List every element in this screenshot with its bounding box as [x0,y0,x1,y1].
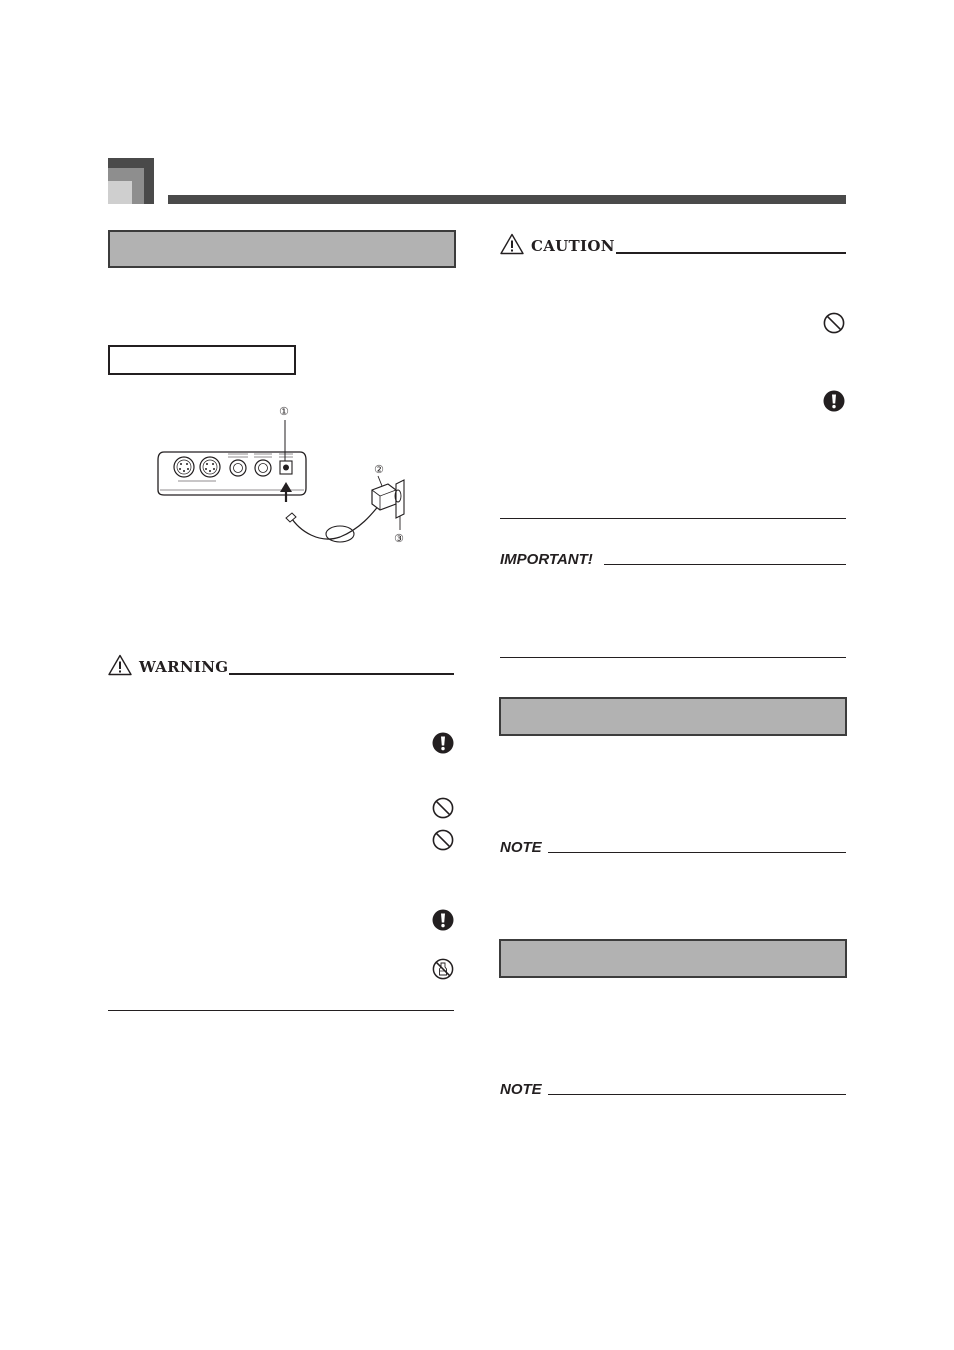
callout-2: ② [374,463,384,476]
prohibited-circle-icon [823,312,845,334]
section-heading-box [108,230,456,268]
callout-3: ③ [394,532,404,545]
section-heading-box [499,939,847,978]
warning-triangle-icon [108,654,132,676]
warning-end-rule [108,1010,454,1011]
section-heading-box [499,697,847,736]
note-label: NOTE [500,839,542,856]
prohibited-circle-icon [432,829,454,851]
caution-header-rule [616,252,846,254]
note-header-rule [548,1094,846,1095]
important-label: IMPORTANT! [500,551,593,568]
note-header-rule [548,852,846,853]
mandatory-exclamation-icon [823,390,845,412]
prohibited-circle-icon [432,797,454,819]
caution-end-rule [500,518,846,519]
callout-1: ① [279,405,289,418]
warning-label: WARNING [139,658,229,676]
note-label: NOTE [500,1081,542,1098]
subsection-heading-box [108,345,296,375]
important-end-rule [500,657,846,658]
caution-label: CAUTION [531,237,615,255]
mandatory-exclamation-icon [432,909,454,931]
caution-triangle-icon [500,233,524,255]
mandatory-exclamation-icon [432,732,454,754]
chapter-header-rule [168,195,846,204]
chapter-marker-light [108,181,132,204]
no-disassembly-icon [432,958,454,980]
warning-header-rule [229,673,454,675]
important-header-rule [604,564,846,565]
